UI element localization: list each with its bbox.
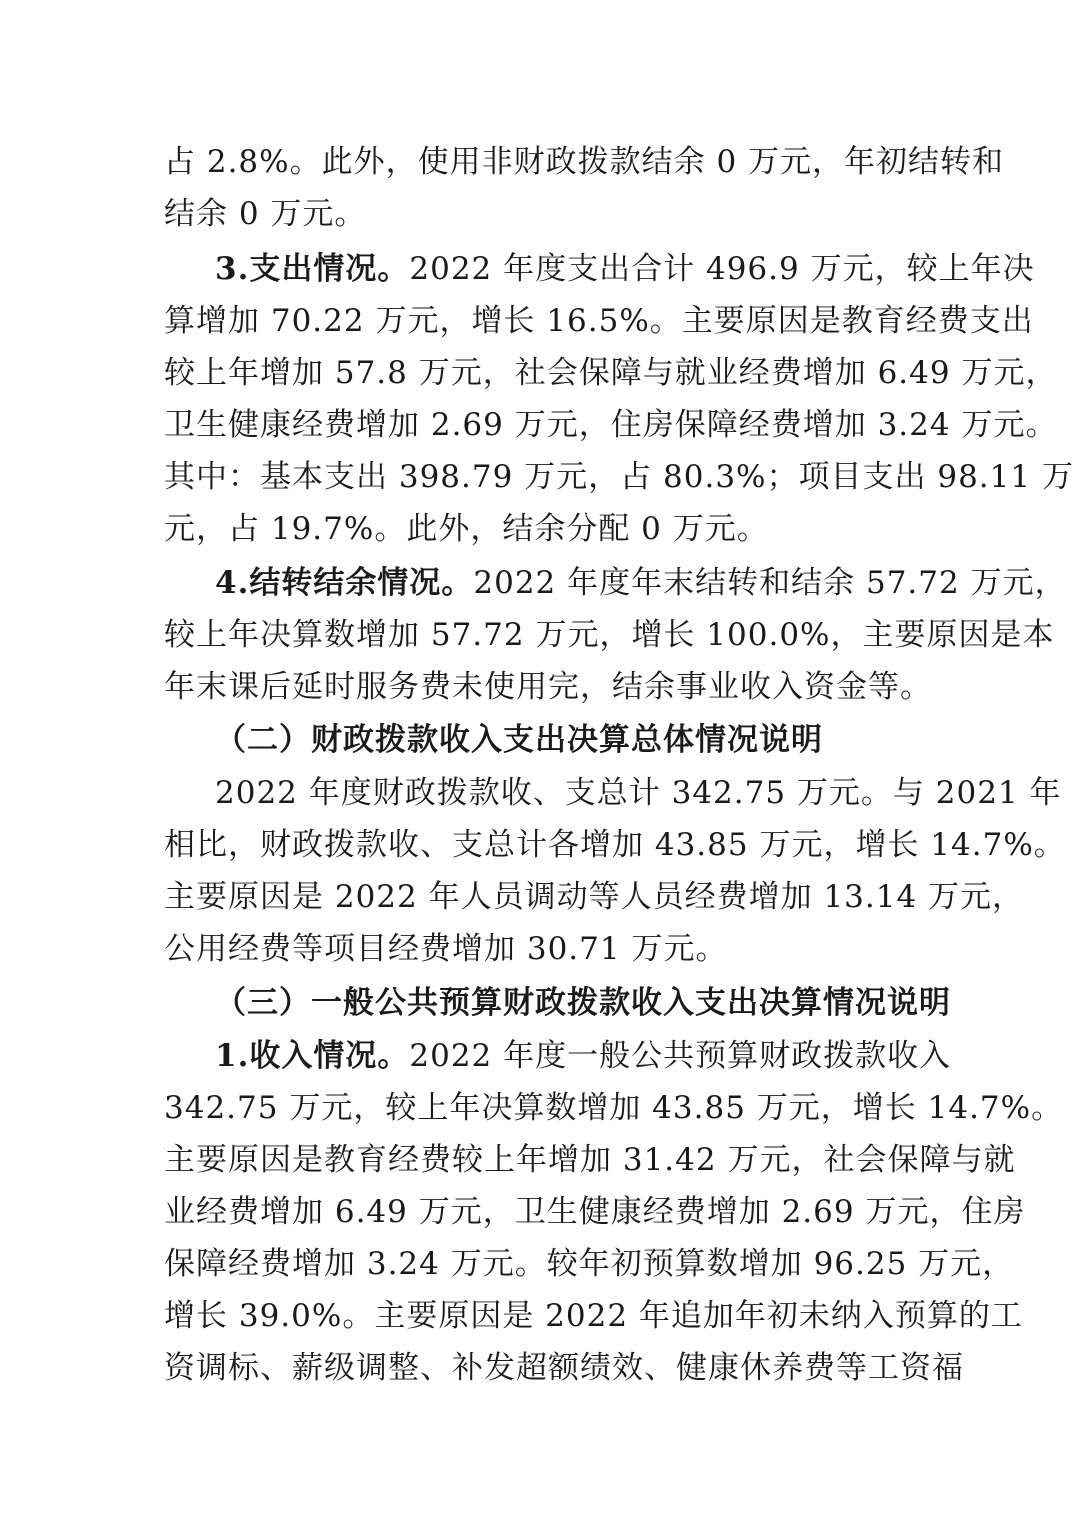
text-line: 保障经费增加 3.24 万元。较年初预算数增加 96.25 万元， xyxy=(164,1246,1015,1282)
text-line: 其中：基本支出 398.79 万元，占 80.3%；项目支出 98.11 万 xyxy=(164,459,1074,495)
text-line: 2022 年度财政拨款收、支总计 342.75 万元。与 2021 年 xyxy=(215,775,1062,811)
text-line: 占 2.8%。此外，使用非财政拨款结余 0 万元，年初结转和 xyxy=(164,144,1005,180)
text-line: 较上年增加 57.8 万元，社会保障与就业经费增加 6.49 万元， xyxy=(164,355,1058,391)
text-line: 年末课后延时服务费未使用完，结余事业收入资金等。 xyxy=(164,669,932,705)
text-run: 2022 年度支出合计 496.9 万元，较上年决 xyxy=(409,251,1035,287)
section-heading-3: （三）一般公共预算财政拨款收入支出决算情况说明 xyxy=(215,985,951,1021)
text-line: 算增加 70.22 万元，增长 16.5%。主要原因是教育经费支出 xyxy=(164,303,1034,339)
paragraph-income xyxy=(215,1037,951,1075)
text-line: 结余 0 万元。 xyxy=(164,196,367,232)
lead-carryover: 4.结转结余情况。 xyxy=(215,565,474,601)
lead-income: 1.收入情况。 xyxy=(215,1038,410,1074)
text-line: 卫生健康经费增加 2.69 万元，住房保障经费增加 3.24 万元。 xyxy=(164,407,1058,443)
text-line: 增长 39.0%。主要原因是 2022 年追加年初未纳入预算的工 xyxy=(164,1298,1023,1334)
text-line: 相比，财政拨款收、支总计各增加 43.85 万元，增长 14.7%。 xyxy=(164,827,1066,863)
lead-expenditure: 3.支出情况。 xyxy=(215,251,410,287)
paragraph-carryover xyxy=(215,564,1067,602)
text-line: 主要原因是 2022 年人员调动等人员经费增加 13.14 万元， xyxy=(164,879,1025,915)
paragraph-expenditure xyxy=(215,250,1035,288)
text-run: 2022 年度年末结转和结余 57.72 万元， xyxy=(473,565,1067,601)
text-line: 较上年决算数增加 57.72 万元，增长 100.0%，主要原因是本 xyxy=(164,617,1055,653)
text-line: 资调标、薪级调整、补发超额绩效、健康休养费等工资福 xyxy=(164,1350,964,1386)
text-line: 业经费增加 6.49 万元，卫生健康经费增加 2.69 万元，住房 xyxy=(164,1194,1026,1230)
section-heading-2: （二）财政拨款收入支出决算总体情况说明 xyxy=(215,722,823,758)
text-run: 2022 年度一般公共预算财政拨款收入 xyxy=(409,1038,952,1074)
text-line: 公用经费等项目经费增加 30.71 万元。 xyxy=(164,931,728,967)
text-line: 342.75 万元，较上年决算数增加 43.85 万元，增长 14.7%。 xyxy=(164,1090,1064,1126)
text-line: 主要原因是教育经费较上年增加 31.42 万元，社会保障与就 xyxy=(164,1142,1016,1178)
text-line: 元，占 19.7%。此外，结余分配 0 万元。 xyxy=(164,511,769,547)
